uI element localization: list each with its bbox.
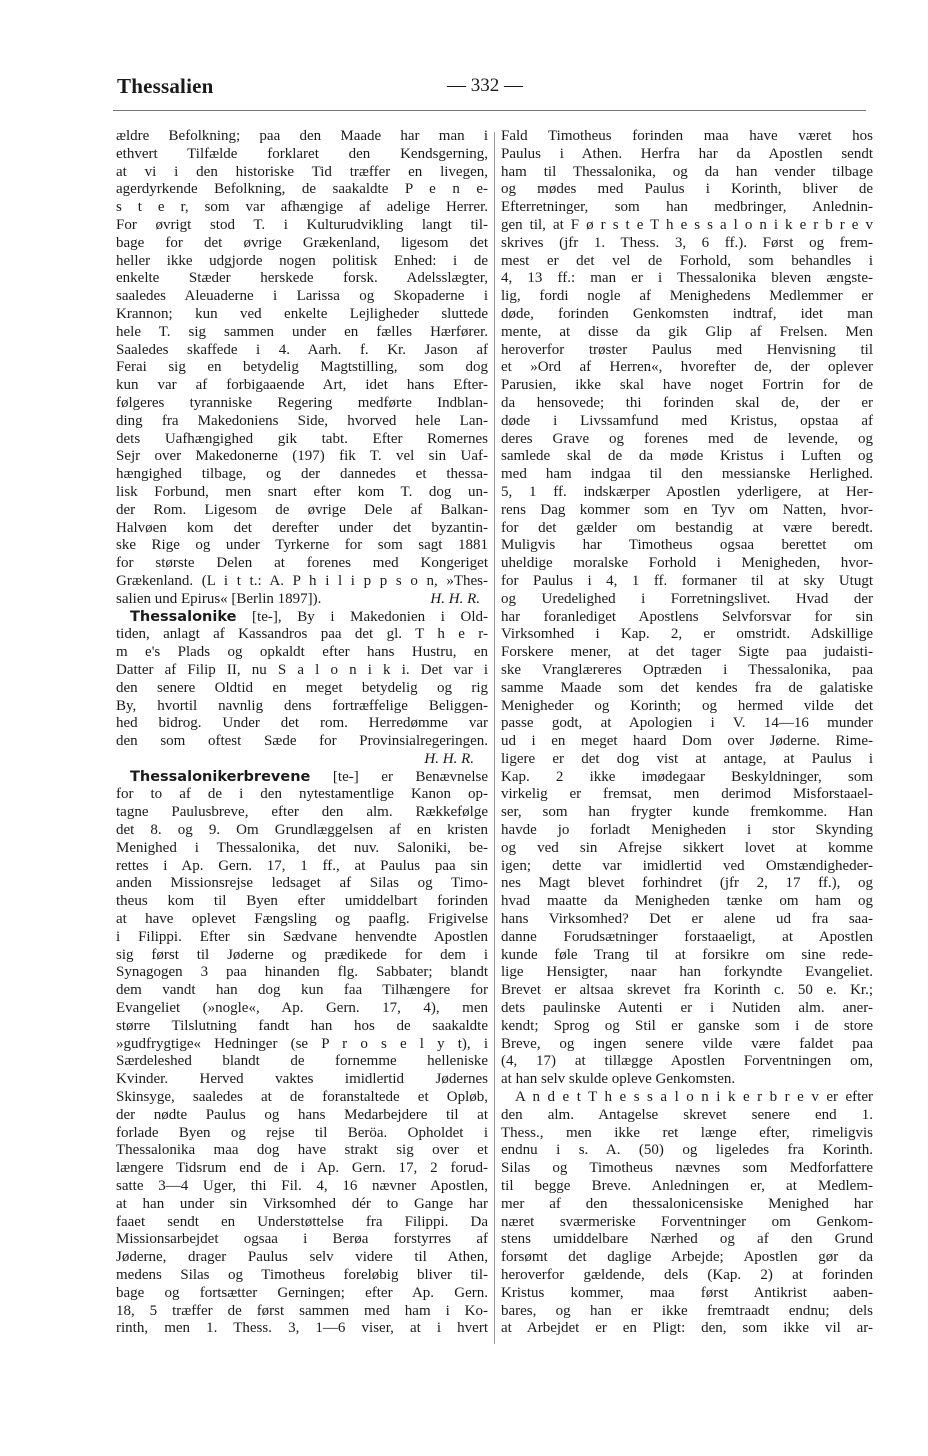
text-line: ham til Thessalonika, og da han vender tilbage [501,163,873,180]
text-line: og mødes med Paulus i Korinth, bliver de [501,181,873,198]
text-line: kun var af forbigaaende Art, idet hans Efter- [116,377,488,394]
text-line: Krannon; kun ved enkelte Lejligheder sluttede [116,305,488,322]
text-line: bares, og han er ikke fremtraadt endnu; dels [501,1302,873,1319]
text-line: Silas og Timotheus nævnes som Medforfattere [501,1160,873,1177]
text-line: rens Dag kommer som en Tyv om Natten, hvor- [501,501,873,518]
text-line: m e's Plads og opkaldt efter hans Hustru, en [116,644,488,661]
text-line: »gudfrygtige« Hedninger (se P r o s e l y t), i [116,1035,488,1052]
text-line: rinth, men 1. Thess. 3, 1—6 viser, at i hvert [116,1320,488,1337]
text-line: stens umiddelbare Nærhed og af den Grund [501,1231,873,1248]
text-line: Saaledes skaffede i 4. Aarh. f. Kr. Jason af [116,341,488,358]
text-line: mer af den thessalonicensiske Menighed har [501,1195,873,1212]
text-line: og Uredelighed i Forretningslivet. Hvad der [501,590,873,607]
text-line: heller ikke udgjorde nogen politisk Enhed: i de [116,252,488,269]
text-line: da hensovede; thi forinden skal de, der er [501,394,873,411]
text-fragment: [te-] er Benævnelse [310,768,488,785]
entry-heading-line [116,609,488,627]
text-line: Datter af Filip II, nu S a l o n i k i. Det var i [116,661,488,678]
text-line: lig, fordi nogle af Menighedens Medlemmer er [501,288,873,305]
text-line: gen til, at F ø r s t e T h e s s a l o n i k e r b r e v [501,216,873,233]
text-line: ethvert Tilfælde forklaret den Kendsgerning, [116,145,488,162]
text-fragment: salien und Epirus« [Berlin 1897]). [116,590,322,607]
text-line: den som oftest Sæde for Provinsialregeringen. [116,733,488,750]
text-line: passe godt, at Apologien i V. 14—16 munder [501,715,873,732]
text-line: 4, 13 ff.: man er i Thessalonika bleven ængste- [501,270,873,287]
text-line: tagne Paulusbreve, efter den alm. Rækkefølge [116,804,488,821]
page-number: — 332 — [447,75,523,96]
running-head-title: Thessalien [117,74,214,98]
text-line: hans Virksomhed? Det er alene ud fra saa- [501,911,873,928]
text-line: 18, 5 træffer de først sammen med ham i Ko- [116,1302,488,1319]
text-line: ske Vranglæreres Optræden i Thessalonika, paa [501,661,873,678]
text-line: ding fra Makedoniens Side, hvorved hele Lan- [116,412,488,429]
text-line: By, hvortil navnlig dens fortræffelige Beliggen- [116,697,488,714]
text-line [116,591,488,609]
column-divider [494,132,495,1344]
text-line: Fald Timotheus forinden maa have været hos [501,128,873,144]
entry-heading-line [116,769,488,787]
text-line: Paulus i Athen. Herfra har da Apostlen sendt [501,145,873,162]
text-line: hed bidrog. Under det rom. Herredømme var [116,715,488,732]
text-line: at vi i den historiske Tid træffer en livegen, [116,163,488,180]
text-line: til begge Breve. Anledningen er, at Medlem- [501,1178,873,1195]
text-line: uheldige moralske Forhold i Menigheden, hvor- [501,555,873,572]
text-line: ud i en meget haard Dom over Jøderne. Rime- [501,733,873,750]
text-line: 5, 1 ff. indskærper Apostlen yderligere, at Her- [501,483,873,500]
text-line: forlade Byen og rejse til Beröa. Opholdet i [116,1124,488,1141]
text-line: Særdeleshed blandt de fornemme helleniske [116,1053,488,1070]
text-line: har foranlediget Apostlens Selvforsvar for sin [501,608,873,625]
text-line: dem vandt han dog kun faa Tilhængere for [116,982,488,999]
text-line: Brevet er altsaa skrevet fra Korinth c. 50 e. Kr.; [501,982,873,999]
entry-headword: Thessalonikerbrevene [130,768,311,785]
text-line: den senere Oldtid en meget betydelig og rig [116,679,488,696]
text-line: længere Tidsrum end de i Ap. Gern. 17, 2 forud- [116,1160,488,1177]
text-line: Thessalonika maa dog have strakt sig over et [116,1142,488,1159]
text-line: agerdyrkende Befolkning, de saakaldte P e n e- [116,181,488,198]
text-line: der nødte Paulus og hans Medarbejdere til at [116,1106,488,1123]
text-line: Muligvis har Timotheus ogsaa berettet om [501,537,873,554]
text-fragment: [te-], By i Makedonien i Old- [236,608,488,625]
text-line: Grækenland. (L i t t.: A. P h i l i p p s o n, »Thes- [116,572,488,589]
text-line: For øvrigt stod T. i Kulturudvikling langt til- [116,216,488,233]
text-line: A n d e t T h e s s a l o n i k e r b r e v er efter [515,1089,873,1106]
text-line: (4, 17) at tillægge Apostlen Forventningen om, [501,1053,873,1070]
text-line: at han under sin Virksomhed dér to Gange har [116,1195,488,1212]
text-line: Kvinder. Herved vaktes imidlertid Jødernes [116,1071,488,1088]
text-line: for det gælder om bestandig at være beredt. [501,519,873,536]
text-line: Forskere mener, at det tager Sigte paa judaisti- [501,644,873,661]
text-line: for største Delen at forenes med Kongeriget [116,555,488,572]
text-line: medens Silas og Timotheus foreløbig bliver til- [116,1267,488,1283]
text-line: satte 3—4 Uger, thi Fil. 4, 16 nævner Apostlen, [116,1178,488,1195]
text-line: det 8. og 9. Om Grundlæggelsen af en kristen [116,822,488,839]
text-line: Kristus kommer, maa først Antikrist aaben- [501,1284,873,1301]
text-line: følgeres tyranniske Regering medførte Indblan- [116,394,488,411]
text-line: skrives (jfr 1. Thess. 3, 6 ff.). Først og frem- [501,234,873,251]
text-line: Menigheder og Korinth; og hermed vilde det [501,697,873,714]
text-line: ske Rige og under Tyrkerne for som sagt 1881 [116,537,488,554]
header-rule [113,110,866,111]
right-column [501,128,873,1338]
text-line: dets paulinske Autenti er i Nutiden alm. aner- [501,1000,873,1017]
author-signature: H. H. R. [424,750,474,767]
text-line: kendt; Sprog og Stil er ganske som i de store [501,1017,873,1034]
text-line: kunde føle Trang til at forsikre om sine rede- [501,946,873,963]
text-line: tiden, anlagt af Kassandros paa det gl. T h e r- [116,626,488,643]
text-line: bage for det øvrige Grækenland, ligesom det [116,234,488,251]
text-line: hængighed tilbage, og der dannedes et thessa- [116,466,488,483]
text-line: Evangeliet (»nogle«, Ap. Gern. 17, 4), men [116,1000,488,1017]
text-line: sig først til Jøderne og prædikede for dem i [116,946,488,963]
text-line: Synagogen 3 paa hinanden flg. Sabbater; blandt [116,964,488,981]
text-line: samlede skal de da møde Kristus i Luften og [501,448,873,465]
text-line: heroverfor gældende, dels (Kap. 2) at forinden [501,1267,873,1283]
text-line: for to af de i den nytestamentlige Kanon op- [116,786,488,803]
text-line: at have oplevet Fængsling og paaflg. Frigivelse [116,911,488,928]
text-line: Missionsarbejdet ogsaa i Berøa forstyrres af [116,1231,488,1248]
text-line: ligere er det dog vist at antage, at Paulus i [501,750,873,767]
text-line: igen; dette var imidlertid ved Omstændigheder- [501,857,873,874]
text-line: ser, som han frygter kunde fremkomme. Han [501,804,873,821]
text-line: saaledes Aleuaderne i Larissa og Skopaderne i [116,288,488,305]
text-line: enkelte Stæder herskede forsk. Adelsslægter, [116,270,488,287]
text-line: lige Hensigter, naar han forkyndte Evangeliet. [501,964,873,981]
text-line: samme Maade som det kendes fra de galatiske [501,679,873,696]
author-signature: H. H. R. [430,590,480,607]
text-line: Thess., men ikke ret længe efter, rimeligvis [501,1124,873,1141]
text-line: døde, forinden Genkomsten indtraf, idet man [501,305,873,322]
text-line: endnu i s. A. (50) og ligeledes fra Korinth. [501,1142,873,1159]
text-line: der Rom. Ligesom de øvrige Dele af Balkan- [116,501,488,518]
text-line: faaet sendt en Understøttelse fra Filippi. Da [116,1213,488,1230]
text-line: mest er det vel de Forhold, som behandles i [501,252,873,269]
text-line: et »Ord af Herren«, hvorefter de, der oplever [501,359,873,376]
text-line: og ved sin Afrejse sikkert lovet at komme [501,839,873,856]
text-line: rettes i Ap. Gern. 17, 1 ff., at Paulus paa sin [116,857,488,874]
text-line: theus kom til Byen efter umiddelbart forinden [116,893,488,910]
text-line: næret sværmeriske Forventninger om Genkom- [501,1213,873,1230]
text-line: anden Missionsrejse ledsaget af Silas og Timo- [116,875,488,892]
text-line: den alm. Antagelse skrevet senere end 1. [501,1106,873,1123]
text-line: for Paulus i 4, 1 ff. formaner til at sky Utugt [501,572,873,589]
text-line: deres Grave og forenes med de levende, og [501,430,873,447]
text-line: danne Forudsætninger forstaaeligt, at Apostlen [501,928,873,945]
text-line: Parusien, ikke skal have noget Fortrin for de [501,377,873,394]
text-line: Halvøen kom det derefter under det byzantin- [116,519,488,536]
text-line: døde i Livssamfund med Kristus, opstaa af [501,412,873,429]
text-line: forsømt det daglige Arbejde; Apostlen gør da [501,1249,873,1266]
text-line: heroverfor trøster Paulus med Henvisning til [501,341,873,358]
text-line: med ham indgaa til den messianske Herlighed. [501,466,873,483]
text-line: virkelig er fremsat, men derimod Misforstaael- [501,786,873,803]
text-line: ældre Befolkning; paa den Maade har man i [116,128,488,144]
text-line: Sejr over Makedonerne (197) fik T. vel sin Uaf- [116,448,488,465]
text-line: at han selv skulde opleve Genkomsten. [501,1071,736,1088]
text-line: Efterretninger, som han medbringer, Anlednin- [501,199,873,216]
text-line: Ferai sig en betydelig Magtstilling, som dog [116,359,488,376]
text-line: bage og fortsætter Gerningen; efter Ap. Gern. [116,1284,488,1301]
text-line: Menighed i Thessalonika, det nuv. Saloniki, be- [116,839,488,856]
text-line: at Arbejdet er en Pligt: den, som ikke vil ar- [501,1320,873,1337]
text-line: hvad maatte da Menigheden tænke om ham og [501,893,873,910]
left-column [116,128,488,1338]
text-line: s t e r, som var afhængige af adelige Herrer. [116,199,488,216]
text-line: mente, at disse da gik Glip af Frelsen. Men [501,323,873,340]
text-line: Kap. 2 ikke imødegaar Beskyldninger, som [501,768,873,785]
text-line: dets Uafhængighed gik tabt. Efter Romernes [116,430,488,447]
text-line: Jøderne, drager Paulus selv videre til Athen, [116,1249,488,1266]
text-line: Virksomhed i Kap. 2, er omstridt. Adskillige [501,626,873,643]
text-line: hele T. sig sammen under en fælles Hærfører. [116,323,488,340]
text-line: Skinsyge, saaledes at de foranstaltede et Opløb, [116,1089,488,1106]
text-line: lisk Forbund, men snart efter kom T. dog un- [116,483,488,500]
signature-line [116,751,488,769]
text-line: Breve, og ingen senere vilde være faldet paa [501,1035,873,1052]
entry-headword: Thessalonike [130,608,237,625]
text-line: større Tilslutning fandt han hos de saakaldte [116,1017,488,1034]
text-line: nes Magt blevet forhindret (jfr 2, 17 ff.), og [501,875,873,892]
text-line: i Filippi. Efter sin Sædvane henvendte Apostlen [116,928,488,945]
text-line: havde jo forladt Menigheden i stor Skynding [501,822,873,839]
